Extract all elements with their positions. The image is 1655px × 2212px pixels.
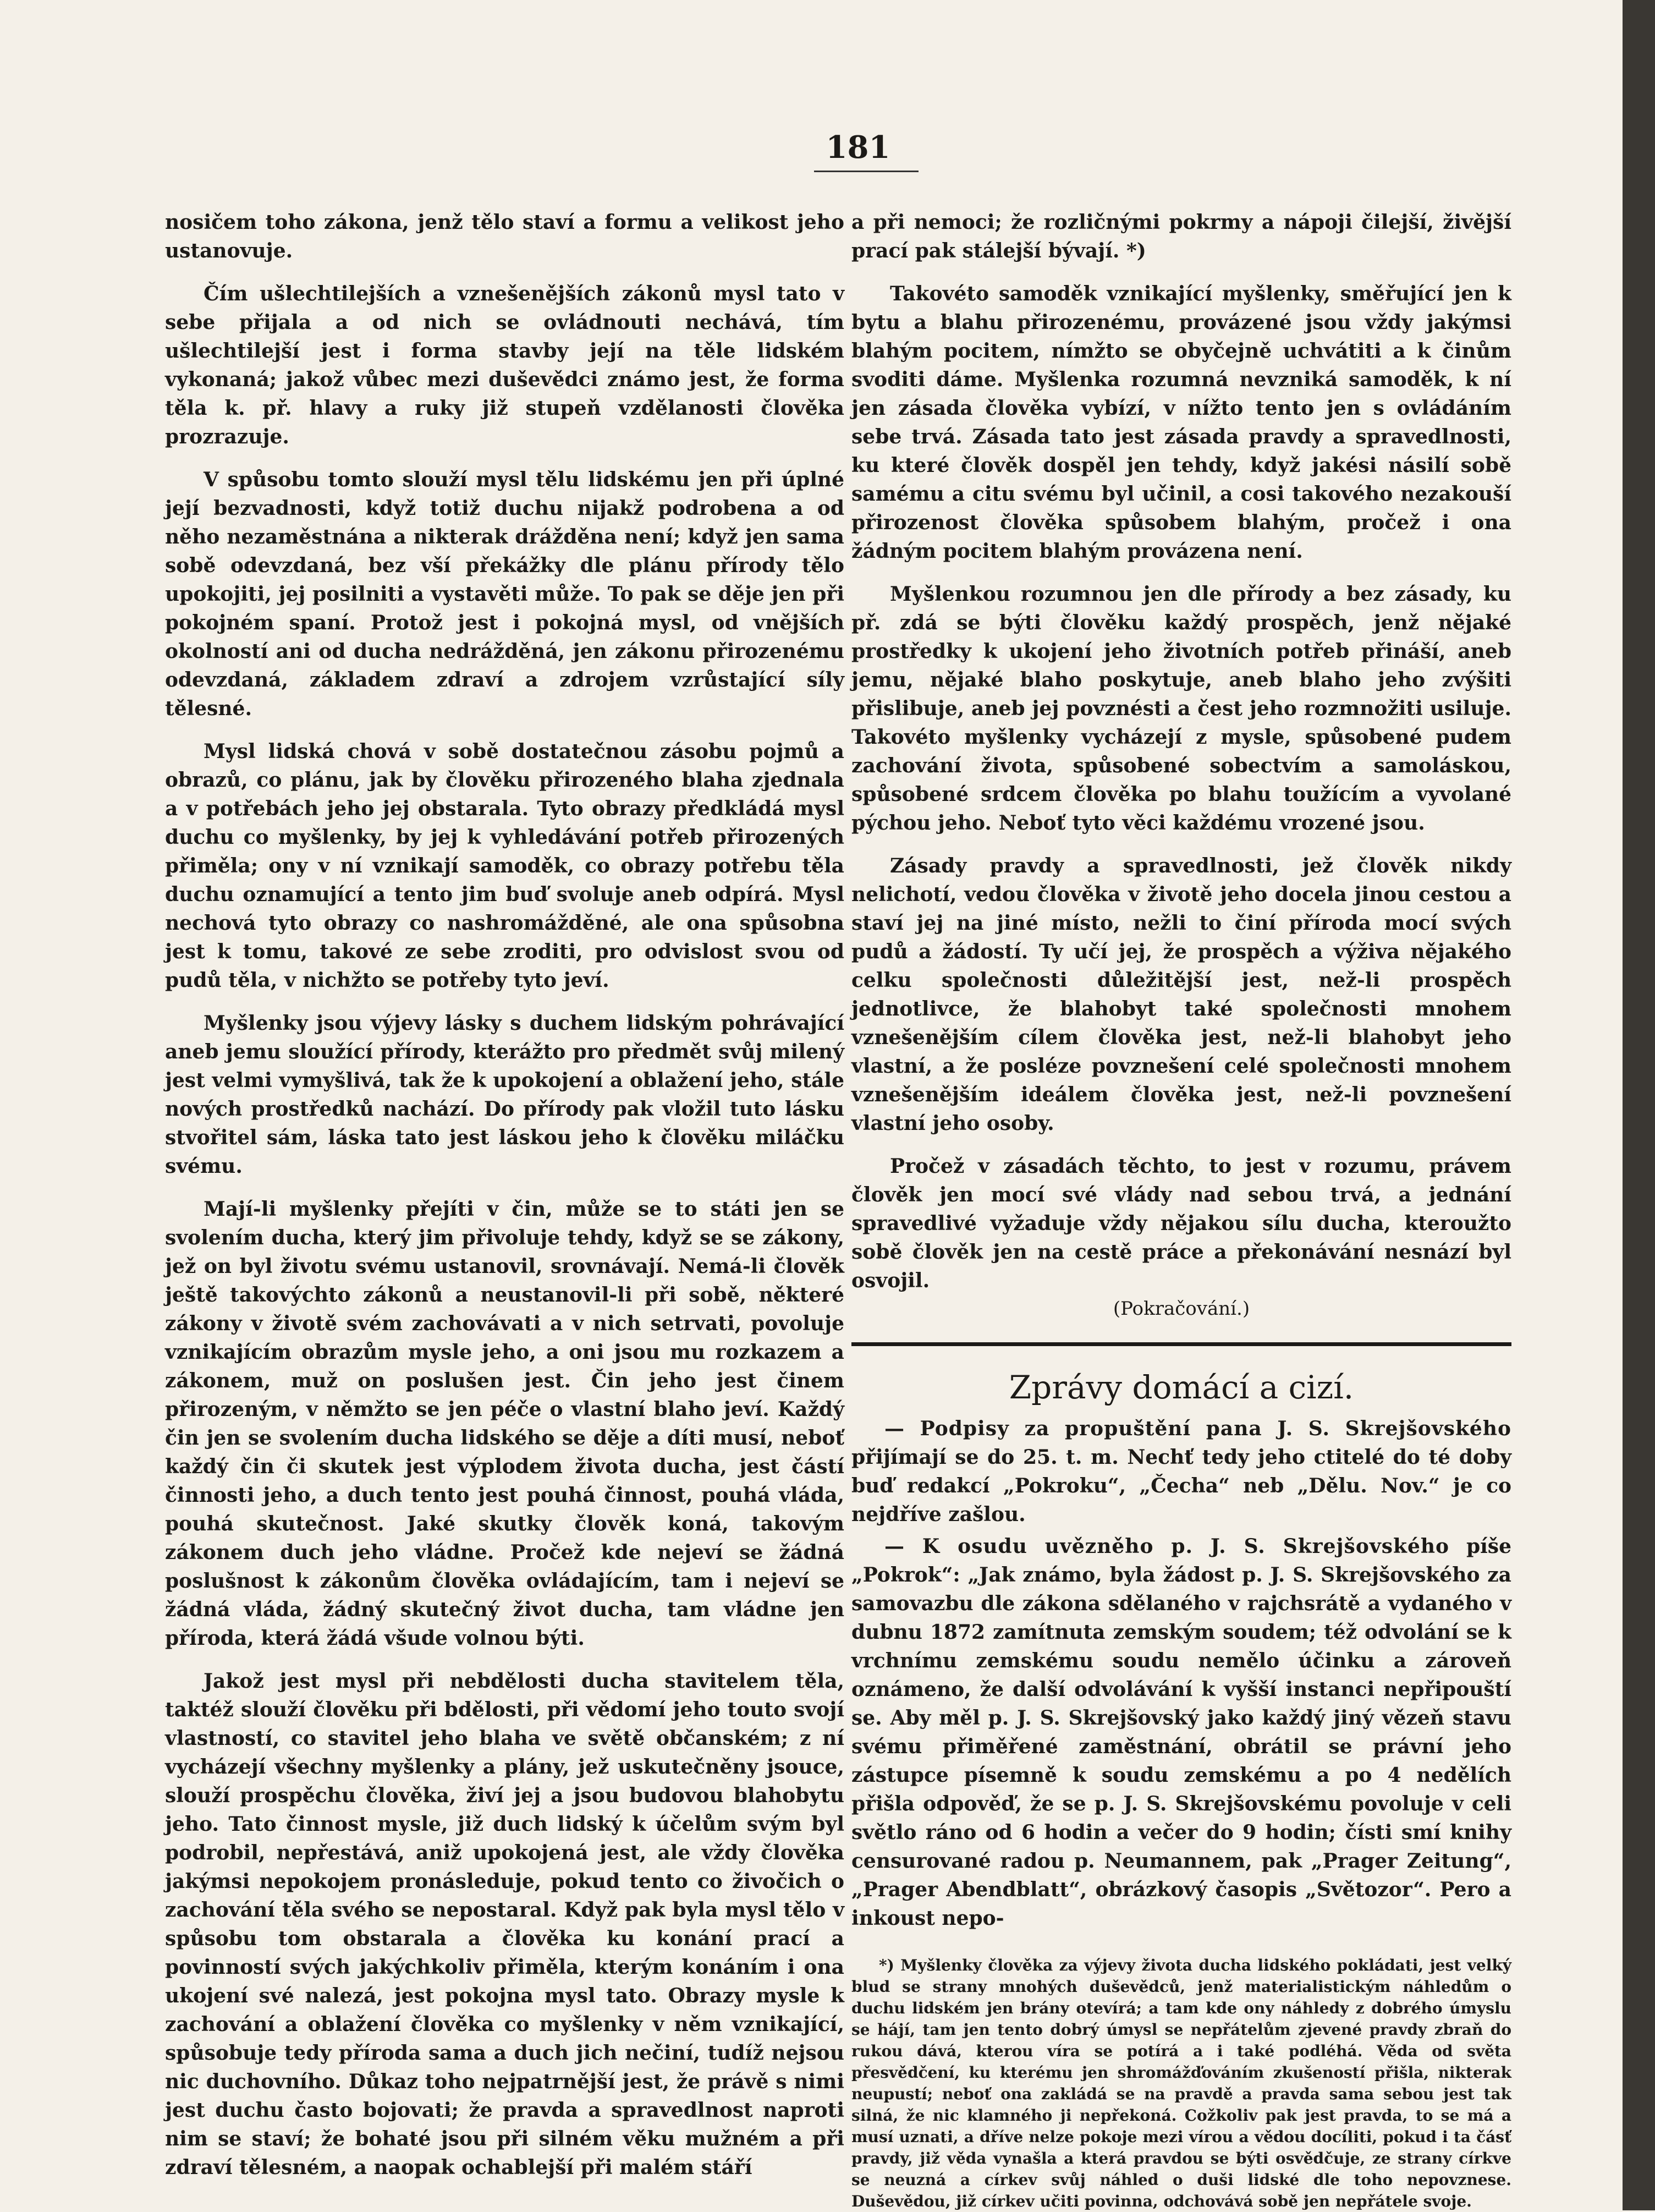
page-number-rule [814,171,919,172]
news-headline: — K osudu uvězněho p. J. S. Skrejšovského [884,1535,1450,1558]
paragraph: V spůsobu tomto slouží mysl tělu lidskému jen při úplné její bezvadnosti, když totiž duchu nijakž podrobena a od něho nezaměstnána a nikterak drážděna není; když jen sama sobě odevzdaná, bez vší překážky dle plánu přírody tělo upokojiti, jej posilniti a vystavěti může. To pak se děje jen při pokojném spaní. Protož jest i pokojná mysl, od vnějších okolností ani od ducha nedrážděná, jen zákonu přirozenému odevzdaná, základem zdraví a zdrojem vzrůstající síly tělesné. [165,468,844,720]
paragraph: Jakož jest mysl při nebdělosti ducha stavitelem těla, taktéž slouží člověku při bdělosti, při vědomí jeho touto svojí vlastností, co stavitel jeho blaha ve světě občanském; z ní vycházejí všechny myšlenky a plány, jež uskutečněny jsouce, slouží prospěchu člověka, živí jej a jsou budovou blahobytu jeho. Tato činnost mysle, již duch lidský k účelům svým byl podrobil, nepřestává, aniž upokojená jest, ale vždy člověka jakýmsi nepokojem pronásleduje, pokud tento co živočich o zachování těla svého se nepostaral. Když pak byla mysl tělo v spůsobu tom obstarala a člověka ku konání prací a povinností svých jakýchkoliv přiměla, kterým konáním i ona ukojení své nalezá, jest pokojna mysl tato. Obrazy mysle k zachování a oblažení člověka co myšlenky v něm vznikající, spůsobuje tedy příroda sama a duch jich nečiní, tudíž nejsou nic duchovního. Důkaz toho nejpatrnější jest, že právě s nimi jest duchu často bojovati; že pravda a spravedlnost naproti nim se staví; že bohaté jsou při silném věku mužném a při zdraví tělesném, a naopak ochablejší při malém stáří [165,1670,844,2179]
news-body: přijímají se do 25. t. m. Nechť tedy jeho ctitelé do té doby buď redakcí „Pokroku“, „Čecha“ neb „Dělu. Nov.“ je co nejdříve zašlou. [851,1446,1511,1526]
right-column [851,208,1511,2212]
news-body: píše „Pokrok“: „Jak známo, byla žádost p. J. S. Skrejšovského za samovazbu dle zákona sdělaného v rajchsrátě a vydaného v dubnu 1872 zamítnuta zemským soudem; též odvolání se k vrchnímu zemskému soudu nemělo účinku a zároveň oznámeno, že další odvolávání k vyšší instanci nepřipouští se. Aby měl p. J. S. Skrejšovský jako každý jiný vězeň stavu svému přiměřené zaměstnání, obrátil se právní jeho zástupce písemně k soudu zemskému a po 4 nedělích přišla odpověď, že se p. J. S. Skrejšovskému povoluje v celi světlo ráno od 6 hodin a večer do 9 hodin; čísti smí knihy censurované radou p. Neumannem, pak „Prager Zeitung“, „Prager Abendblatt“, obrázkový časopis „Světozor“. Pero a inkoust nepo- [851,1535,1511,1930]
paragraph: Mají-li myšlenky přejíti v čin, může se to státi jen se svolením ducha, který jim přivoluje tehdy, když se se zákony, jež on byl životu svému ustanovil, srovnávají. Nemá-li člověk ještě takovýchto zákonů a neustanovil-li při sobě, některé zákony v životě svém zachovávati a v nich setrvati, povoluje vznikajícím obrazům mysle jeho, a oni jsou mu rozkazem a zákonem, muž on poslušen jest. Čin jeho jest činem přirozeným, v němžto se jen péče o vlastní blaho jeví. Každý čin jen se svolením ducha lidského se děje a díti musí, neboť každý čin či skutek jest výplodem života ducha, jest částí činnosti jeho, a duch tento jest pouhá činnost, pouhá vláda, pouhá skutečnost. Jaké skutky člověk koná, takovým zákonem duch jeho vládne. Pročež kde nejeví se žádná poslušnost k zákonům člověka ovládajícím, tam i nejeví se žádná vláda, žádný skutečný život ducha, tam vládne jen příroda, která žádá všude volnou býti. [165,1198,844,1650]
footnote: *) Myšlenky člověka za výjevy života ducha lidského pokládati, jest velký blud se strany mnohých duševědců, jenž materialistickým náhledům o duchu lidském jen brány otevírá; a tam kde ony náhledy z dobrého úmyslu se hájí, tam jen tento dobrý úmysl se nepřátelům zjevené pravdy zbraň do rukou dává, kterou víra se potírá a i také podléhá. Věda od světa přesvědčení, ku kterému jen shromážďováním zkušeností přišla, nikterak neupustí; neboť ona zakládá se na pravdě a pravda sama sebou jest tak silná, že nic klamného ji nepřekoná. Cožkoliv pak jest pravda, to se má a musí uznati, a dříve nelze pokoje mezi vírou a vědou docíliti, pokud i ta čásť pravdy, již věda vynašla a která pravdou se býti osvědčuje, ze strany církve se neuzná a církev svůj náhled o duši lidské dle toho nepovznese. Duševědou, již církev učiti povinna, odchovává sobě jen nepřátele svoje. [851,1956,1511,2210]
news-headline: — Podpisy za propuštění pana J. S. Skrejšovského [884,1417,1511,1440]
news-item [851,1414,1511,1529]
section-divider [851,1342,1511,1346]
paragraph: Takovéto samoděk vznikající myšlenky, směřující jen k bytu a blahu přirozenému, provázené jsou vždy jakýmsi blahým pocitem, nímžto se obyčejně uchvátiti a k činům svoditi dáme. Myšlenka rozumná nevzniká samoděk, k ní jen zásada člověka vybízí, v nížto tento jen s ovládáním sebe trvá. Zásada tato jest zásada pravdy a spravedlnosti, ku které člověk dospěl jen tehdy, když jakési násilí sobě samému a citu svému byl učinil, a cosi takového nezakouší přirozenost člověka spůsobem blahým, pročež i ona žádným pocitem blahým provázena není. [851,282,1511,563]
paragraph: Čím ušlechtilejších a vznešenějších zákonů mysl tato v sebe přijala a od nich se ovládnouti nechává, tím ušlechtilejší jest i forma stavby její na těle lidském vykonaná; jakož vůbec mezi duševědci známo jest, že forma těla k. př. hlavy a ruky již stupeň vzdělanosti člověka prozrazuje. [165,282,844,448]
paragraph: a při nemoci; že rozličnými pokrmy a nápoji čilejší, živější prací pak stálejší bývají. *) [851,211,1511,262]
scan-border [1623,0,1655,2210]
section-title: Zprávy domácí a cizí. [1009,1369,1354,1406]
news-item [851,1532,1511,1933]
paragraph: Zásady pravdy a spravedlnosti, jež člověk nikdy nelichotí, vedou člověka v životě jeho docela jinou cestou a staví jej na jiné místo, nežli to činí příroda mocí svých pudů a žádostí. Ty učí jej, že prospěch a výživa nějakého celku společnosti důležitější jest, než-li prospěch jednotlivce, že blahobyt také společnosti mnohem vznešenějším cílem člověka jest, než-li blahobyt jeho vlastní, a že posléze povznešení celé společnosti mnohem vznešenějším ideálem člověka jest, než-li povznešení vlastní jeho osoby. [851,854,1511,1135]
paragraph: Pročež v zásadách těchto, to jest v rozumu, právem člověk jen mocí své vlády nad sebou trvá, a jednání spravedlivé vyžaduje vždy nějakou sílu ducha, kteroužto sobě člověk jen na cestě práce a překonávání nesnází byl osvojil. [851,1155,1511,1292]
paragraph: Myšlenky jsou výjevy lásky s duchem lidským pohrávající aneb jemu sloužící přírody, kterážto pro předmět svůj milený jest velmi vymyšlivá, tak že k upokojení a oblažení jeho, stále nových prostředků nachází. Do přírody pak vložil tuto lásku stvořitel sám, láska tato jest láskou jeho k člověku miláčku svému. [165,1012,844,1178]
paragraph: Myšlenkou rozumnou jen dle přírody a bez zásady, ku př. zdá se býti člověku každý prospěch, jenž nějaké prostředky k ukojení jeho životních potřeb přináší, aneb jemu, nějaké blaho poskytuje, aneb blaho jeho zvýšiti přislibuje, aneb jej povznésti a čest jeho rozmnožiti usiluje. Takovéto myšlenky vycházejí z mysle, spůsobené pudem zachování života, spůsobené sobectvím a samoláskou, spůsobené srdcem člověka po blahu toužícím a vyvolané pýchou jeho. Neboť tyto věci každému vrozené jsou. [851,583,1511,835]
left-column [165,208,844,2182]
paragraph: Mysl lidská chová v sobě dostatečnou zásobu pojmů a obrazů, co plánu, jak by člověku přirozeného blaha zjednala a v potřebách jeho jej obstarala. Tyto obrazy předkládá mysl duchu co myšlenky, by jej k vyhledávání potřeb přirozených přiměla; ony v ní vznikají samoděk, co obrazy potřebu těla duchu oznamující a tento jim buď svoluje aneb odpírá. Mysl nechová tyto obrazy co nashromážděné, ale ona spůsobna jest k tomu, takové ze sebe zroditi, pro odvislost svou od pudů těla, v nichžto se potřeby tyto jeví. [165,740,844,992]
page-number: 181 [826,129,890,166]
continued-note: (Pokračování.) [1113,1298,1250,1320]
paragraph: nosičem toho zákona, jenž tělo staví a formu a velikost jeho ustanovuje. [165,211,844,262]
